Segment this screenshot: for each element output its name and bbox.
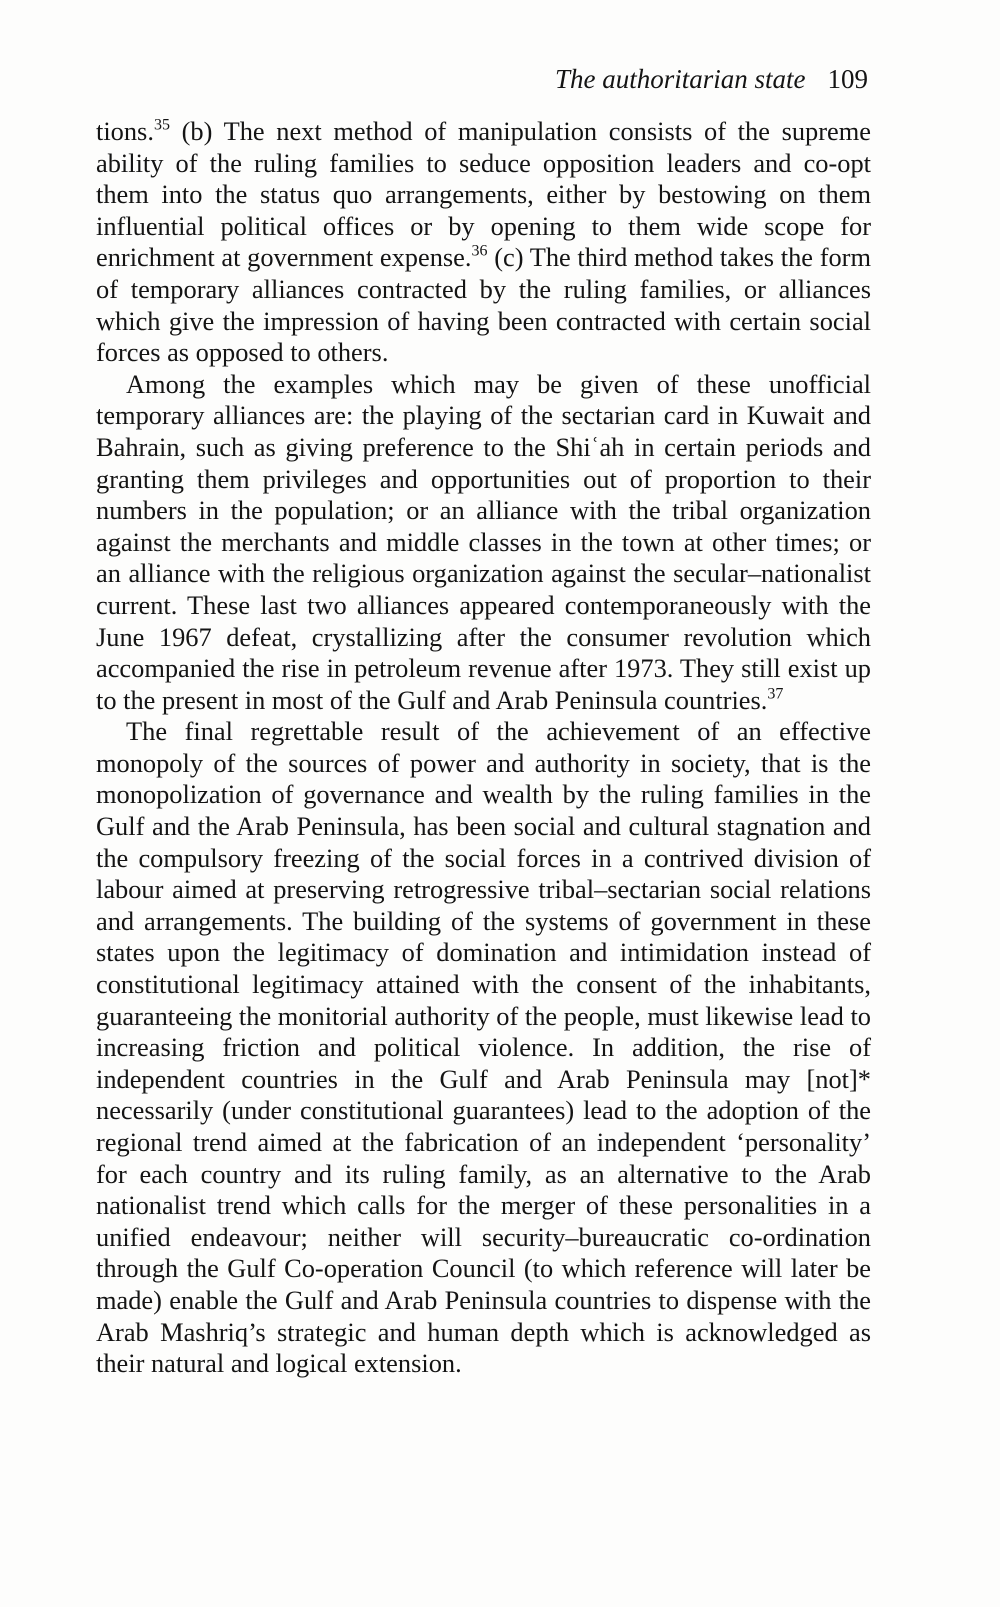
footnote-marker: 36 [471, 242, 488, 260]
paragraph-text: Among the examples which may be given of these unofficial temporary alliances are: the playing of the sectarian card in Kuwait and Bahrain, such as giving preference to the Shiʿah in certain periods and granting them privileges and opportunities out of proportion to their numbers in the population; or an alliance with the tribal organization against the merchants and middle classes in the town at other times; or an alliance with the religious organization against the secular–nationalist current. These last two alliances appeared contemporaneously with the June 1967 defeat, crystallizing after the consumer revolution which accompanied the rise in petroleum revenue after 1973. They still exist up to the present in most of the Gulf and Arab Peninsula countries. [96, 368, 871, 715]
paragraph-final-result [96, 716, 871, 1379]
paragraph-text: tions. [96, 116, 154, 146]
footnote-marker: 37 [767, 685, 784, 703]
running-head-title: The authoritarian state [554, 64, 806, 94]
paragraph-text: (b) The next method of manipulation consists of the supreme ability of the ruling families to seduce opposition leaders and co-opt them into the status quo arrangements, either by bestowing on them influential political offices or by opening to them wide scope for enrichment at government expense. [96, 116, 871, 273]
footnote-marker: 35 [153, 116, 170, 134]
paragraph-text: (c) The third method takes the form of temporary alliances contracted by the ruling families, or alliances which give the impression of having been contracted with certain social forces as opposed to others. [96, 242, 871, 368]
body-text [96, 116, 871, 1380]
paragraph-text: The final regrettable result of the achievement of an effective monopoly of the sources of power and authority in society, that is the monopolization of governance and wealth by the ruling families in the Gulf and the Arab Peninsula, has been social and cultural stagnation and the compulsory freezing of the social forces in a contrived division of labour aimed at preserving retrogressive tribal–sectarian social relations and arrangements. The building of the systems of government in these states upon the legitimacy of domination and intimidation instead of constitutional legitimacy attained with the consent of the inhabitants, guaranteeing the monitorial authority of the people, must likewise lead to increasing friction and political violence. In addition, the rise of independent countries in the Gulf and Arab Peninsula may [not]* necessarily (under constitutional guarantees) lead to the adoption of the regional trend aimed at the fabrication of an independent ‘personality’ for each country and its ruling family, as an alternative to the Arab nationalist trend which calls for the merger of these personalities in a unified endeavour; neither will security–bureaucratic co-ordination through the Gulf Co-operation Council (to which reference will later be made) enable the Gulf and Arab Peninsula countries to dispense with the Arab Mashriq’s strategic and human depth which is acknowledged as their natural and logical extension. [96, 716, 871, 1379]
paragraph-continuation [96, 116, 871, 369]
paragraph-alliances [96, 369, 871, 717]
running-head [555, 62, 868, 96]
page-number: 109 [827, 64, 868, 94]
